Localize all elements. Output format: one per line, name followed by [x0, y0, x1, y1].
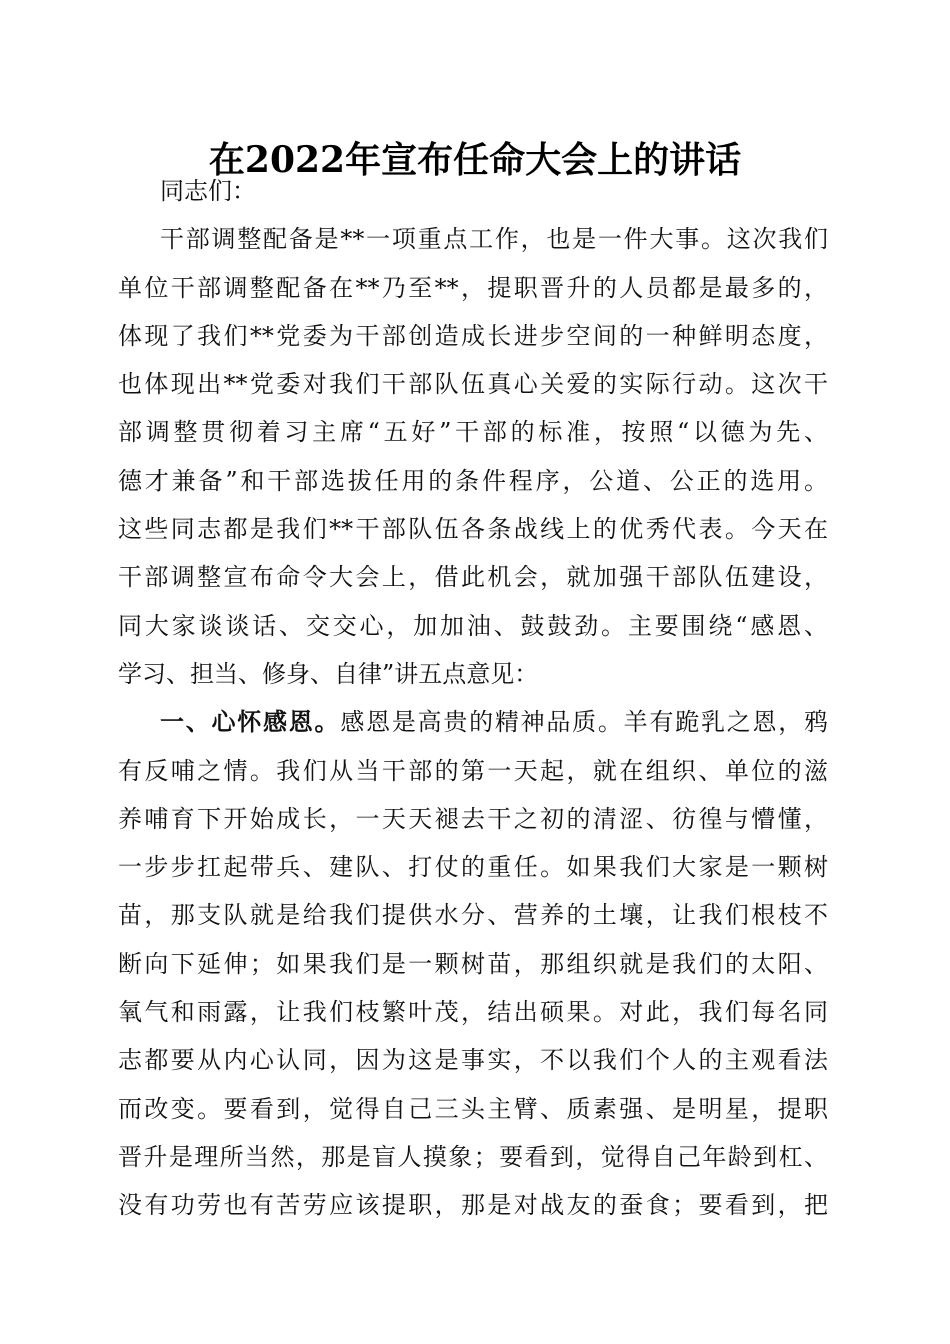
paragraph-line: 没有功劳也有苦劳应该提职，那是对战友的蚕食；要看到，把 — [118, 1191, 828, 1220]
paragraph-line: 志都要从内心认同，因为这是事实，不以我们个人的主观看法 — [118, 1046, 828, 1075]
document-body — [118, 167, 828, 1230]
paragraph-line: 单位干部调整配备在**乃至**，提职晋升的人员都是最多的， — [118, 273, 828, 302]
section-heading: 一、心怀感恩。 — [160, 708, 341, 737]
paragraph-line: 断向下延伸；如果我们是一颗树苗，那组织就是我们的太阳、 — [118, 949, 828, 978]
salutation: 同志们： — [160, 177, 256, 205]
paragraph-line: 体现了我们**党委为干部创造成长进步空间的一种鲜明态度， — [118, 321, 828, 350]
paragraph-line: 晋升是理所当然，那是盲人摸象；要看到，觉得自己年龄到杠、 — [118, 1142, 828, 1171]
paragraph-line: 德才兼备”和干部选拔任用的条件程序，公道、公正的选用。 — [118, 466, 828, 495]
section-first-line-text: 感恩是高贵的精神品质。羊有跪乳之恩，鸦 — [340, 708, 828, 737]
paragraph-line: 一步步扛起带兵、建队、打仗的重任。如果我们大家是一颗树 — [118, 853, 828, 882]
document-title: 在2022年宣布任命大会上的讲话 — [208, 139, 742, 181]
paragraph-line: 有反哺之情。我们从当干部的第一天起，就在组织、单位的滋 — [118, 756, 828, 785]
paragraph-line: 干部调整宣布命令大会上，借此机会，就加强干部队伍建设， — [118, 563, 828, 592]
paragraph-line: 学习、担当、修身、自律”讲五点意见： — [118, 659, 539, 688]
paragraph-line: 部调整贯彻着习主席“五好”干部的标准，按照“以德为先、 — [118, 418, 828, 447]
paragraph-line: 而改变。要看到，觉得自己三头主臂、质素强、是明星，提职 — [118, 1094, 828, 1123]
paragraph-line: 也体现出**党委对我们干部队伍真心关爱的实际行动。这次干 — [118, 370, 828, 399]
paragraph-line: 这些同志都是我们**干部队伍各条战线上的优秀代表。今天在 — [118, 515, 828, 544]
paragraph-line: 苗，那支队就是给我们提供水分、营养的土壤，让我们根枝不 — [118, 901, 828, 930]
paragraph-line: 氧气和雨露，让我们枝繁叶茂，结出硕果。对此，我们每名同 — [118, 998, 828, 1027]
paragraph-line: 同大家谈谈话、交交心，加加油、鼓鼓劲。主要围绕“感恩、 — [118, 611, 828, 640]
paragraph-line: 干部调整配备是**一项重点工作，也是一件大事。这次我们 — [160, 225, 828, 254]
section-first-line — [118, 698, 828, 746]
paragraph-line: 养哺育下开始成长，一天天褪去干之初的清涩、彷徨与懵懂， — [118, 804, 828, 833]
